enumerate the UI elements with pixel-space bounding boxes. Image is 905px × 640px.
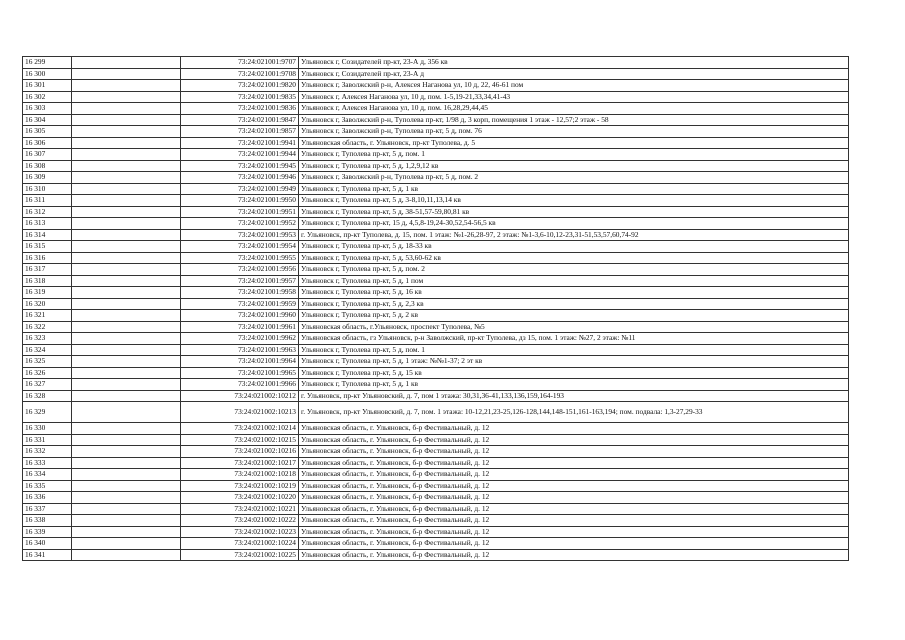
cadastral-number-cell: 73:24:021001:9950 [181,195,299,207]
row-number-cell: 16 339 [23,526,72,538]
empty-cell [72,103,181,115]
table-row [23,423,849,435]
address-cell: Ульяновск г, Туполева пр-кт, 5 д, 2 кв [299,310,849,322]
empty-cell [72,91,181,103]
address-cell: Ульяновск г, Заволжский р-н, Туполева пр-кт, 5 д, пом. 2 [299,172,849,184]
row-number-cell: 16 321 [23,310,72,322]
empty-cell [72,275,181,287]
cadastral-number-cell: 73:24:021001:9962 [181,333,299,345]
empty-cell [72,160,181,172]
cadastral-number-cell: 73:24:021001:9820 [181,80,299,92]
address-cell: Ульяновская область, г. Ульяновск, б-р Фестивальный, д. 12 [299,457,849,469]
empty-cell [72,80,181,92]
registry-table-body [23,57,849,561]
row-number-cell: 16 309 [23,172,72,184]
address-cell: Ульяновск г, Алексея Наганова ул, 10 д, пом. 1-5,19-21,33,34,41-43 [299,91,849,103]
cadastral-number-cell: 73:24:021001:9946 [181,172,299,184]
row-number-cell: 16 327 [23,379,72,391]
table-row [23,492,849,504]
cadastral-number-cell: 73:24:021001:9957 [181,275,299,287]
address-cell: Ульяновск г, Туполева пр-кт, 5 д, пом. 1 [299,149,849,161]
empty-cell [72,379,181,391]
table-row [23,402,849,423]
table-row [23,91,849,103]
address-cell: Ульяновск г, Туполева пр-кт, 5 д, 3-8,10,11,13,14 кв [299,195,849,207]
table-row [23,310,849,322]
row-number-cell: 16 299 [23,57,72,69]
table-row [23,126,849,138]
address-cell: Ульяновская область, г. Ульяновск, б-р Фестивальный, д. 12 [299,446,849,458]
row-number-cell: 16 336 [23,492,72,504]
cadastral-number-cell: 73:24:021002:10213 [181,402,299,423]
empty-cell [72,57,181,69]
empty-cell [72,446,181,458]
table-row [23,229,849,241]
row-number-cell: 16 334 [23,469,72,481]
row-number-cell: 16 310 [23,183,72,195]
cadastral-number-cell: 73:24:021002:10215 [181,434,299,446]
cadastral-number-cell: 73:24:021001:9954 [181,241,299,253]
table-row [23,160,849,172]
table-row [23,538,849,550]
table-row [23,57,849,69]
cadastral-number-cell: 73:24:021001:9964 [181,356,299,368]
cadastral-number-cell: 73:24:021001:9963 [181,344,299,356]
table-row [23,515,849,527]
address-cell: Ульяновск г, Туполева пр-кт, 15 д, 4,5,8-19,24-30,52,54-56,5 кв [299,218,849,230]
address-cell: Ульяновск г, Заволжский р-н, Туполева пр-кт, 1/98 д, 3 корп, помещения 1 этаж - 12,57;2 этаж - 58 [299,114,849,126]
empty-cell [72,172,181,184]
table-row [23,356,849,368]
table-row [23,503,849,515]
row-number-cell: 16 326 [23,367,72,379]
empty-cell [72,492,181,504]
cadastral-number-cell: 73:24:021001:9951 [181,206,299,218]
cadastral-number-cell: 73:24:021001:9708 [181,68,299,80]
row-number-cell: 16 324 [23,344,72,356]
empty-cell [72,287,181,299]
cadastral-number-cell: 73:24:021002:10225 [181,549,299,561]
empty-cell [72,310,181,322]
cadastral-number-cell: 73:24:021001:9955 [181,252,299,264]
row-number-cell: 16 329 [23,402,72,423]
row-number-cell: 16 313 [23,218,72,230]
cadastral-number-cell: 73:24:021002:10220 [181,492,299,504]
table-row [23,183,849,195]
cadastral-number-cell: 73:24:021001:9956 [181,264,299,276]
table-row [23,103,849,115]
address-cell: Ульяновская область, г. Ульяновск, б-р Фестивальный, д. 12 [299,526,849,538]
cadastral-number-cell: 73:24:021002:10217 [181,457,299,469]
table-row [23,379,849,391]
row-number-cell: 16 325 [23,356,72,368]
cadastral-number-cell: 73:24:021002:10223 [181,526,299,538]
address-cell: Ульяновская область, г. Ульяновск, б-р Фестивальный, д. 12 [299,469,849,481]
empty-cell [72,344,181,356]
row-number-cell: 16 333 [23,457,72,469]
row-number-cell: 16 312 [23,206,72,218]
table-row [23,446,849,458]
empty-cell [72,367,181,379]
row-number-cell: 16 316 [23,252,72,264]
cadastral-number-cell: 73:24:021002:10216 [181,446,299,458]
address-cell: Ульяновская область, г. Ульяновск, б-р Фестивальный, д. 12 [299,549,849,561]
table-row [23,434,849,446]
address-cell: Ульяновск г, Туполева пр-кт, 5 д, 2,3 кв [299,298,849,310]
cadastral-number-cell: 73:24:021002:10214 [181,423,299,435]
address-cell: Ульяновск г, Заволжский р-н, Алексея Наганова ул, 10 д, 22, 46-61 пом [299,80,849,92]
table-row [23,469,849,481]
cadastral-number-cell: 73:24:021001:9941 [181,137,299,149]
table-row [23,206,849,218]
table-row [23,526,849,538]
empty-cell [72,469,181,481]
empty-cell [72,137,181,149]
cadastral-number-cell: 73:24:021001:9847 [181,114,299,126]
cadastral-number-cell: 73:24:021001:9958 [181,287,299,299]
cadastral-number-cell: 73:24:021002:10212 [181,390,299,402]
row-number-cell: 16 306 [23,137,72,149]
cadastral-number-cell: 73:24:021002:10221 [181,503,299,515]
row-number-cell: 16 305 [23,126,72,138]
cadastral-number-cell: 73:24:021002:10222 [181,515,299,527]
empty-cell [72,526,181,538]
table-row [23,218,849,230]
cadastral-number-cell: 73:24:021002:10218 [181,469,299,481]
address-cell: Ульяновск г, Созидателей пр-кт, 23-А д, 356 кв [299,57,849,69]
table-row [23,264,849,276]
cadastral-number-cell: 73:24:021001:9952 [181,218,299,230]
empty-cell [72,549,181,561]
address-cell: Ульяновская область, г. Ульяновск, б-р Фестивальный, д. 12 [299,423,849,435]
address-cell: г. Ульяновск, пр-кт Туполева, д. 15, пом. 1 этаж: №1-26,28-97, 2 этаж: №1-3,6-10,12-23,31-51,53,57,60,74-92 [299,229,849,241]
row-number-cell: 16 318 [23,275,72,287]
property-registry-table [22,56,849,561]
row-number-cell: 16 308 [23,160,72,172]
row-number-cell: 16 303 [23,103,72,115]
table-row [23,367,849,379]
row-number-cell: 16 317 [23,264,72,276]
cadastral-number-cell: 73:24:021001:9961 [181,321,299,333]
cadastral-number-cell: 73:24:021001:9949 [181,183,299,195]
address-cell: Ульяновск г, Туполева пр-кт, 5 д, 1 пом [299,275,849,287]
address-cell: Ульяновская область, г. Ульяновск, б-р Фестивальный, д. 12 [299,515,849,527]
address-cell: Ульяновск г, Туполева пр-кт, 5 д, 38-51,57-59,80,81 кв [299,206,849,218]
table-row [23,241,849,253]
address-cell: Ульяновск г, Туполева пр-кт, 5 д, 18-33 кв [299,241,849,253]
table-row [23,195,849,207]
row-number-cell: 16 302 [23,91,72,103]
empty-cell [72,195,181,207]
empty-cell [72,218,181,230]
empty-cell [72,229,181,241]
empty-cell [72,434,181,446]
cadastral-number-cell: 73:24:021001:9707 [181,57,299,69]
empty-cell [72,457,181,469]
table-row [23,149,849,161]
cadastral-number-cell: 73:24:021002:10219 [181,480,299,492]
empty-cell [72,264,181,276]
address-cell: г. Ульяновск, пр-кт Ульяновский, д. 7, пом 1 этажа: 30,31,36-41,133,136,159,164-193 [299,390,849,402]
address-cell: Ульяновск г, Туполева пр-кт, 5 д, пом. 1 [299,344,849,356]
address-cell: Ульяновская область, г. Ульяновск, б-р Фестивальный, д. 12 [299,492,849,504]
table-row [23,275,849,287]
empty-cell [72,183,181,195]
address-cell: Ульяновск г, Туполева пр-кт, 5 д, пом. 2 [299,264,849,276]
row-number-cell: 16 338 [23,515,72,527]
row-number-cell: 16 300 [23,68,72,80]
table-row [23,321,849,333]
address-cell: г. Ульяновск, пр-кт Ульяновский, д. 7, пом. 1 этажа: 10-12,21,23-25,126-128,144,148-151,161-163,194; пом. подвала: 1,3-27,29-33 [299,402,849,423]
address-cell: Ульяновск г, Туполева пр-кт, 5 д, 53,60-62 кв [299,252,849,264]
row-number-cell: 16 314 [23,229,72,241]
cadastral-number-cell: 73:24:021001:9944 [181,149,299,161]
row-number-cell: 16 330 [23,423,72,435]
table-row [23,344,849,356]
address-cell: Ульяновск г, Туполева пр-кт, 5 д, 1 кв [299,183,849,195]
address-cell: Ульяновская область, г. Ульяновск, пр-кт Туполева, д. 5 [299,137,849,149]
table-row [23,114,849,126]
address-cell: Ульяновск г, Туполева пр-кт, 5 д, 1 этаж: №№1-37; 2 эт кв [299,356,849,368]
table-row [23,549,849,561]
cadastral-number-cell: 73:24:021001:9836 [181,103,299,115]
row-number-cell: 16 301 [23,80,72,92]
cadastral-number-cell: 73:24:021001:9960 [181,310,299,322]
address-cell: Ульяновская область, г. Ульяновск, б-р Фестивальный, д. 12 [299,503,849,515]
empty-cell [72,480,181,492]
address-cell: Ульяновская область, г. Ульяновск, б-р Фестивальный, д. 12 [299,480,849,492]
empty-cell [72,252,181,264]
cadastral-number-cell: 73:24:021001:9945 [181,160,299,172]
address-cell: Ульяновск г, Заволжский р-н, Туполева пр-кт, 5 д, пом. 76 [299,126,849,138]
row-number-cell: 16 331 [23,434,72,446]
cadastral-number-cell: 73:24:021001:9835 [181,91,299,103]
table-row [23,252,849,264]
empty-cell [72,149,181,161]
table-row [23,457,849,469]
row-number-cell: 16 335 [23,480,72,492]
address-cell: Ульяновская область, г.Ульяновск, проспект Туполева, №5 [299,321,849,333]
row-number-cell: 16 328 [23,390,72,402]
empty-cell [72,298,181,310]
empty-cell [72,206,181,218]
empty-cell [72,114,181,126]
empty-cell [72,356,181,368]
empty-cell [72,503,181,515]
table-row [23,287,849,299]
cadastral-number-cell: 73:24:021001:9857 [181,126,299,138]
cadastral-number-cell: 73:24:021001:9959 [181,298,299,310]
address-cell: Ульяновская область, г. Ульяновск, б-р Фестивальный, д. 12 [299,434,849,446]
row-number-cell: 16 304 [23,114,72,126]
cadastral-number-cell: 73:24:021001:9953 [181,229,299,241]
address-cell: Ульяновск г, Туполева пр-кт, 5 д, 16 кв [299,287,849,299]
empty-cell [72,126,181,138]
cadastral-number-cell: 73:24:021001:9966 [181,379,299,391]
row-number-cell: 16 337 [23,503,72,515]
address-cell: Ульяновская область, гз Ульяновск, р-н Заволжский, пр-кт Туполева, дз 15, пом. 1 этаж: №27, 2 этаж: №11 [299,333,849,345]
address-cell: Ульяновск г, Туполева пр-кт, 5 д, 1,2,9,12 кв [299,160,849,172]
address-cell: Ульяновск г, Алексея Наганова ул, 10 д, пом. 16,28,29,44,45 [299,103,849,115]
empty-cell [72,538,181,550]
table-row [23,137,849,149]
empty-cell [72,515,181,527]
row-number-cell: 16 340 [23,538,72,550]
table-row [23,298,849,310]
address-cell: Ульяновск г, Туполева пр-кт, 5 д, 1 кв [299,379,849,391]
table-row [23,68,849,80]
empty-cell [72,321,181,333]
row-number-cell: 16 311 [23,195,72,207]
empty-cell [72,68,181,80]
table-row [23,333,849,345]
row-number-cell: 16 319 [23,287,72,299]
table-row [23,390,849,402]
row-number-cell: 16 332 [23,446,72,458]
empty-cell [72,333,181,345]
row-number-cell: 16 341 [23,549,72,561]
address-cell: Ульяновск г, Туполева пр-кт, 5 д, 15 кв [299,367,849,379]
cadastral-number-cell: 73:24:021002:10224 [181,538,299,550]
row-number-cell: 16 322 [23,321,72,333]
address-cell: Ульяновск г, Созидателей пр-кт, 23-А д [299,68,849,80]
row-number-cell: 16 320 [23,298,72,310]
row-number-cell: 16 315 [23,241,72,253]
row-number-cell: 16 323 [23,333,72,345]
table-row [23,80,849,92]
empty-cell [72,241,181,253]
empty-cell [72,402,181,423]
address-cell: Ульяновская область, г. Ульяновск, б-р Фестивальный, д. 12 [299,538,849,550]
empty-cell [72,390,181,402]
table-row [23,480,849,492]
row-number-cell: 16 307 [23,149,72,161]
empty-cell [72,423,181,435]
cadastral-number-cell: 73:24:021001:9965 [181,367,299,379]
table-row [23,172,849,184]
